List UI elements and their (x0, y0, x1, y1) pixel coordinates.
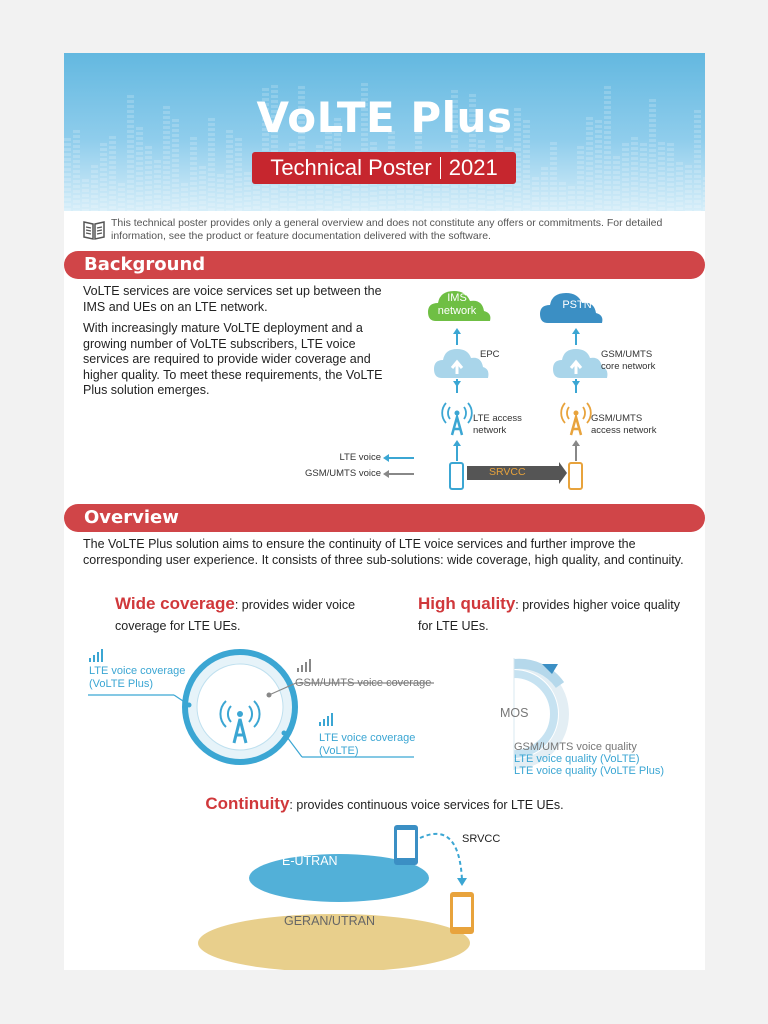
gsm-phone-icon (569, 463, 582, 489)
label-lte-coverage-plus-line2: (VoLTE Plus) (89, 678, 153, 690)
pstn-label: PSTN (562, 299, 592, 311)
mos-label: MOS (500, 706, 529, 720)
wide-coverage-heading (115, 593, 385, 637)
continuity-title: Continuity (205, 794, 290, 813)
arrowhead-icon (453, 440, 461, 446)
arrowhead-icon (572, 440, 580, 446)
arrowhead-icon (383, 454, 389, 462)
legend-volte-plus-quality: LTE voice quality (VoLTE Plus) (514, 765, 664, 777)
background-para-2: With increasingly mature VoLTE deployment and a growing number of VoLTE subscribers, LTE voice services are required to provide wider coverage and higher quality. To meet these requirements, the VoLTE Plus solution emerges. (83, 321, 383, 397)
subtitle-year: 2021 (448, 155, 498, 180)
label-lte-coverage-volte (319, 732, 415, 758)
overview-intro: The VoLTE Plus solution aims to ensure the continuity of LTE voice services and further improve the corresponding user experience. It consists of three sub-solutions: wide coverage, high quality, and continuity. (83, 537, 684, 567)
legend-gsm-voice: GSM/UMTS voice (304, 468, 381, 479)
lte-tower-icon (442, 403, 472, 435)
subtitle-text: Technical Poster (270, 155, 432, 180)
label-lte-coverage-plus (89, 665, 185, 691)
wide-coverage-title: Wide coverage (115, 594, 235, 613)
srvcc-bar-label: SRVCC (489, 466, 526, 478)
gsm-core-cloud-icon (553, 349, 607, 378)
gsm-phone-icon (450, 892, 474, 934)
arrowhead-icon (453, 328, 461, 334)
continuity-heading (64, 793, 705, 816)
lte-phone-icon (450, 463, 463, 489)
legend-volte-quality: LTE voice quality (VoLTE) (514, 753, 640, 765)
gsm-core-label-line1: GSM/UMTS (601, 349, 653, 360)
background-section-header: Background (64, 251, 705, 279)
gsm-access-label-line2: access network (591, 424, 657, 436)
leader-dot (282, 731, 287, 736)
ims-label (434, 292, 480, 318)
signal-bars-icon (89, 649, 103, 662)
background-para-1: VoLTE services are voice services set up between the IMS and UEs on an LTE network. (83, 284, 382, 314)
high-quality-desc: : provides higher voice quality for LTE UEs. (418, 598, 680, 633)
poster-title: VoLTE Plus (256, 93, 513, 142)
signal-bars-icon (319, 713, 333, 726)
wide-coverage-desc: : provides wider voice coverage for LTE UEs. (115, 598, 356, 633)
high-quality-title: High quality (418, 594, 516, 613)
label-lte-coverage-volte-line2: (VoLTE) (319, 745, 359, 757)
label-lte-coverage-plus-line1: LTE voice coverage (89, 665, 186, 677)
signal-bars-icon (297, 659, 311, 672)
geran-label: GERAN/UTRAN (284, 914, 375, 928)
lte-phone-icon (394, 825, 418, 865)
legend-gsm-quality: GSM/UMTS voice quality (514, 741, 637, 753)
gsm-core-label (601, 349, 655, 372)
continuity-diagram (64, 818, 705, 968)
arrowhead-icon (457, 878, 467, 886)
leader-line (284, 733, 302, 757)
disclaimer-text: This technical poster provides only a general overview and does not constitute any offers or commitments. For detailed information, see the product or feature documentation delivered with the software. (111, 217, 663, 242)
coverage-circle-volte (197, 664, 283, 750)
lte-access-label-line1: LTE access (473, 413, 522, 424)
continuity-desc: : provides continuous voice services for LTE UEs. (289, 798, 564, 812)
gsm-core-label-line2: core network (601, 360, 656, 372)
ims-label-line1: IMS (447, 292, 467, 304)
label-lte-coverage-volte-line1: LTE voice coverage (319, 732, 416, 744)
lte-access-label (473, 413, 522, 436)
legend-lte-voice: LTE voice (339, 452, 381, 463)
poster (64, 53, 705, 970)
gsm-tower-icon (561, 403, 591, 435)
ims-label-line2: network (437, 305, 477, 317)
gsm-access-label-line1: GSM/UMTS (591, 413, 643, 424)
leader-dot (267, 693, 272, 698)
arrowhead-icon (559, 462, 567, 484)
continuity-srvcc-label: SRVCC (462, 833, 501, 845)
label-gsm-coverage: GSM/UMTS voice coverage (295, 677, 432, 689)
leader-dot (187, 703, 192, 708)
epc-label: EPC (480, 349, 500, 360)
arrowhead-icon (572, 328, 580, 334)
lte-access-label-line2: network (473, 424, 507, 436)
arrowhead-icon (383, 470, 389, 478)
high-quality-heading (418, 593, 688, 637)
gsm-access-label (591, 413, 656, 436)
overview-section-header: Overview (64, 504, 705, 532)
eutran-label: E-UTRAN (282, 854, 338, 868)
